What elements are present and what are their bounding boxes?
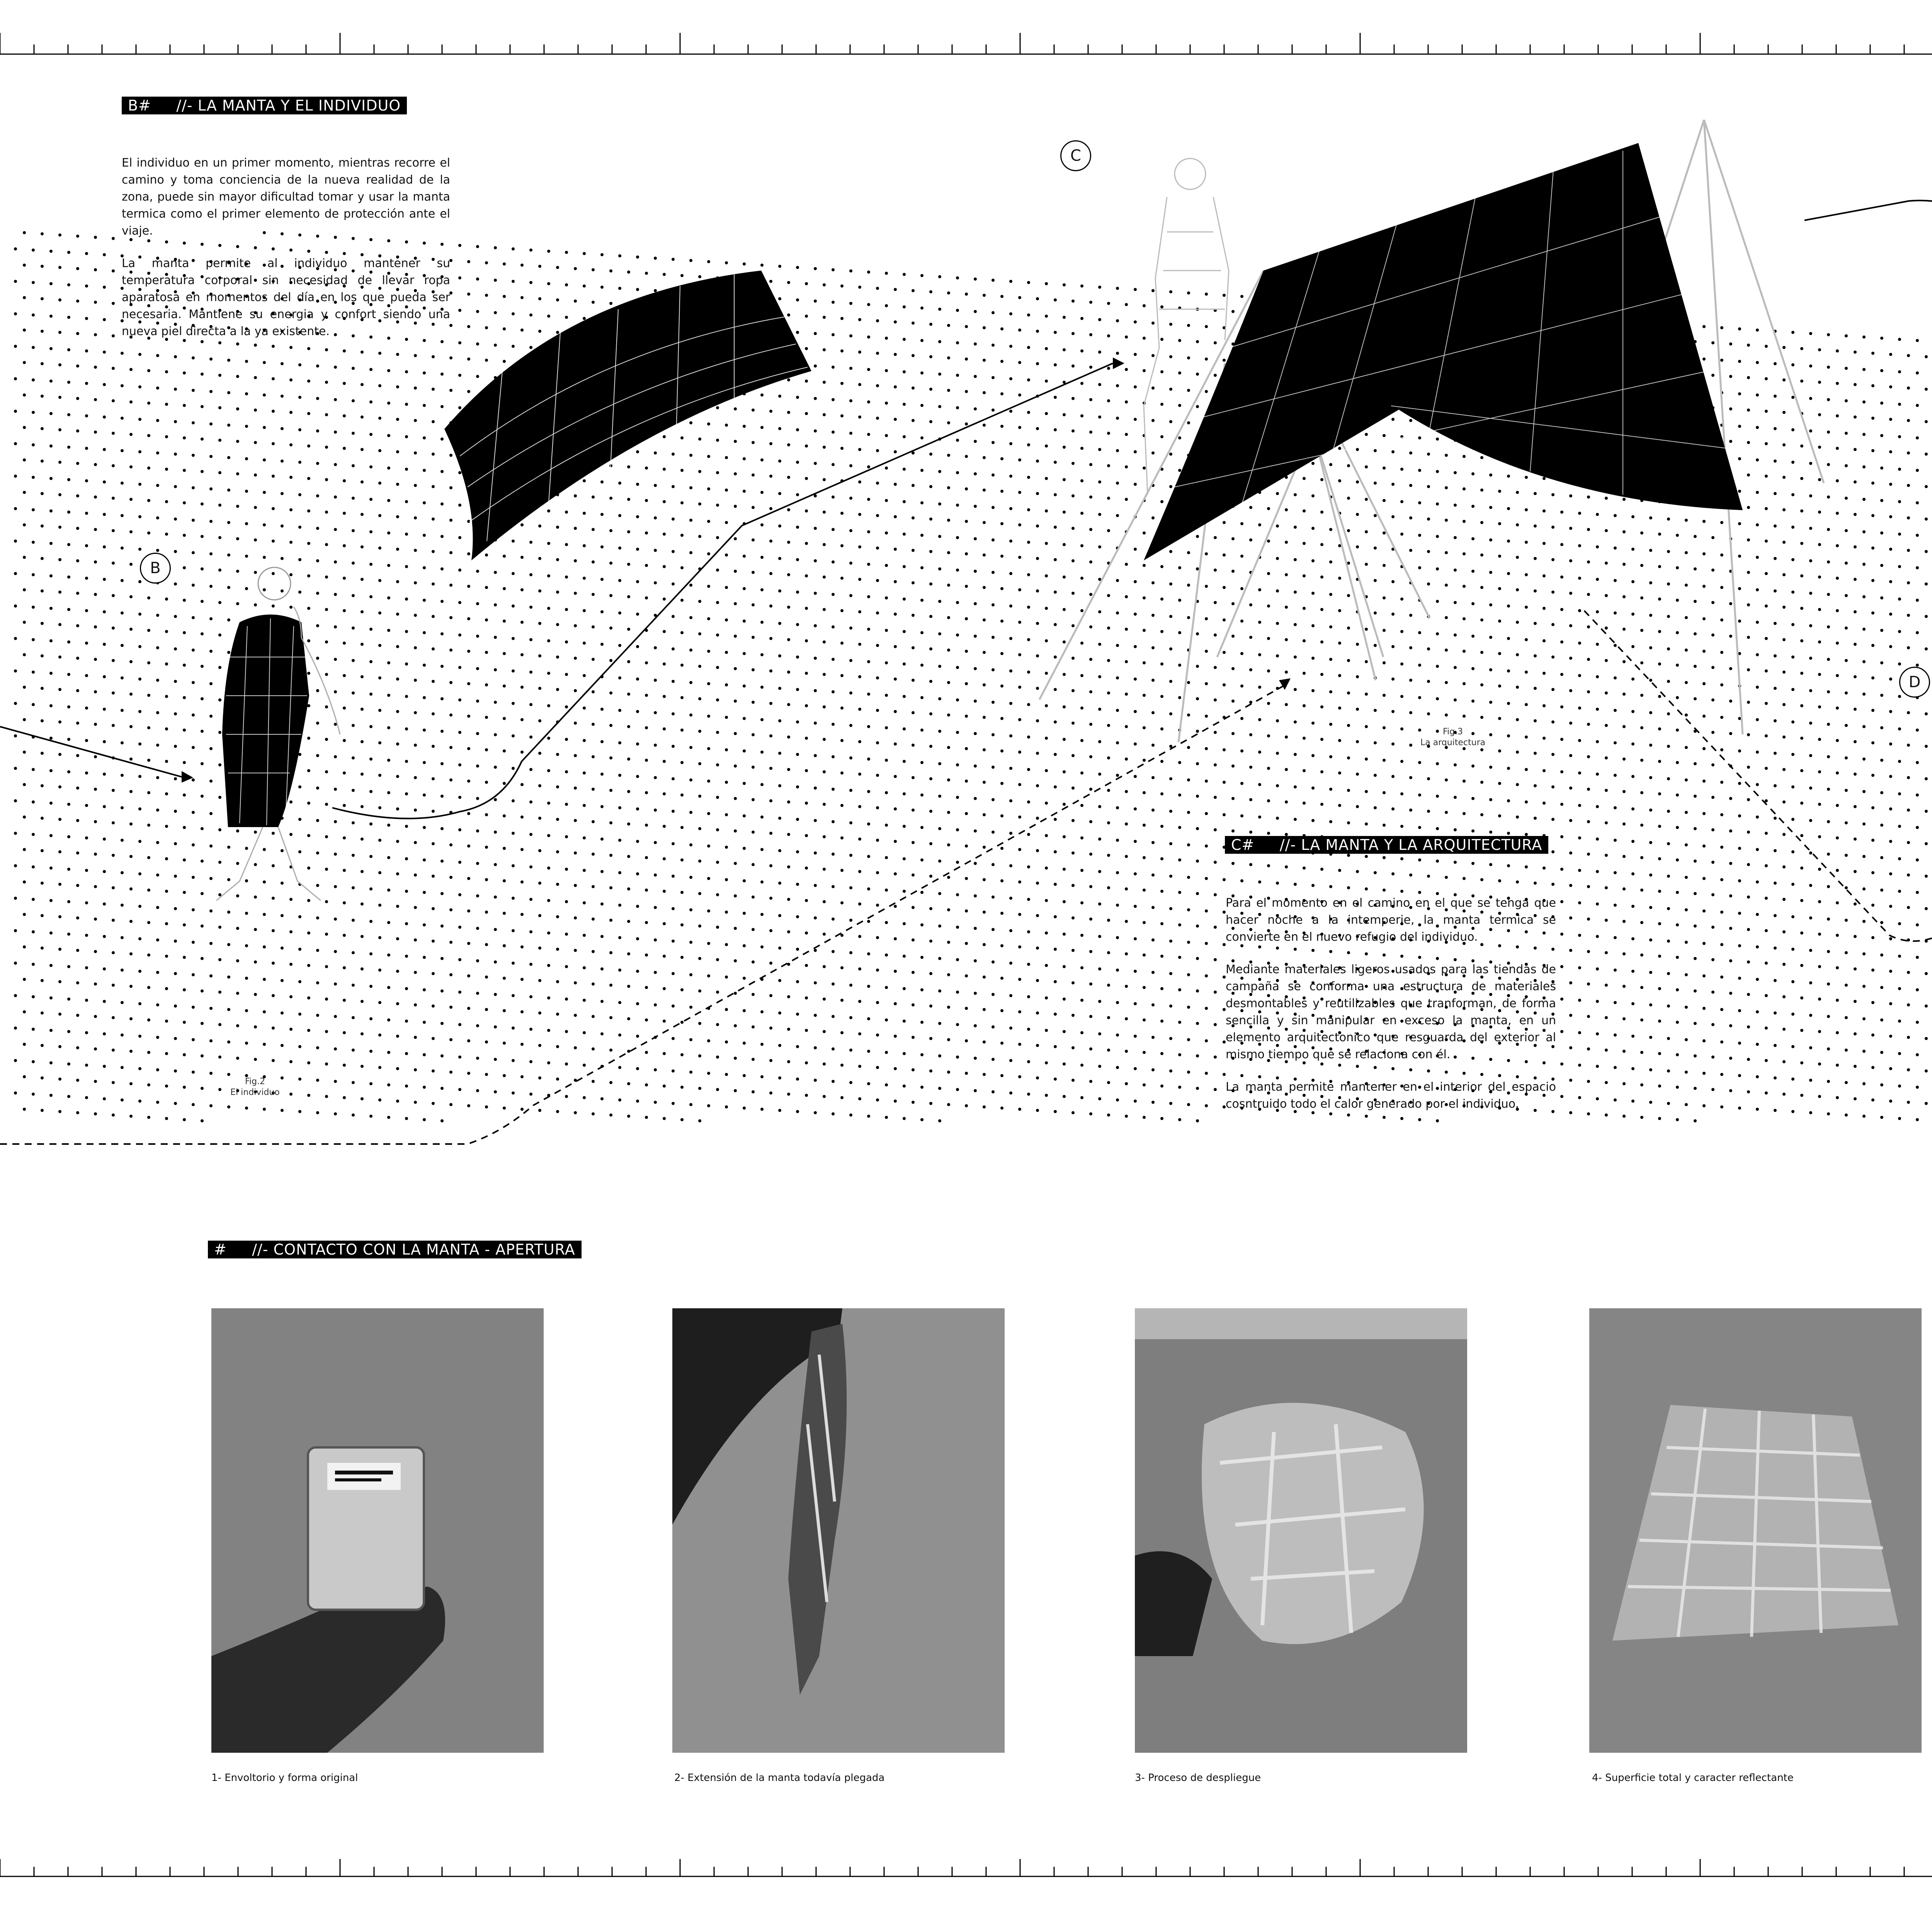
tent-structure-drawing (1039, 120, 1824, 742)
section-c-label: C# //- LA MANTA Y LA ARQUITECTURA (1225, 836, 1548, 854)
section-c-text (1226, 895, 1556, 1128)
photo-caption-4: 4- Superficie total y caracter reflectante (1592, 1772, 1794, 1784)
fig-2-caption (216, 1076, 294, 1098)
marker-c: C (1060, 140, 1091, 171)
floating-blanket-drawing (444, 271, 811, 560)
photo-extension (672, 1308, 1005, 1753)
section-b-paragraph: El individuo en un primer momento, mientras recorre el camino y toma conciencia de la nueva realidad de la zona, puede sin mayor dificultad tomar y usar la manta termica como el primer elemento de protección ante el viaje. (122, 156, 450, 238)
fig-3-title: La arquitectura (1420, 738, 1486, 747)
individual-figure-drawing (216, 567, 340, 901)
section-c-paragraph: Mediante materiales ligeros usados para las tiendas de campaña se conforma una estructura de materiales desmontables y reutilizables que tranforman, de forma sencilla y sin manipular en exceso la manta, en un elemento arquitectonico que resguarda del exterior al mismo tiempo que se relaciona con él. (1226, 963, 1556, 1061)
section-c-paragraph: La manta permite mantener en el interior del espacio cosntruido todo el calor generado por el individuo. (1226, 1080, 1556, 1111)
flow-path-c-d (1804, 201, 1932, 680)
marker-b: B (140, 553, 171, 584)
photo-caption-1: 1- Envoltorio y forma original (211, 1772, 358, 1784)
section-b-label: B# //- LA MANTA Y EL INDIVIDUO (122, 97, 407, 114)
fig-2-number: Fig.2 (245, 1077, 265, 1086)
photo-caption-3: 3- Proceso de despliegue (1135, 1772, 1261, 1784)
section-b-text (122, 155, 450, 356)
photo-surface (1589, 1308, 1922, 1753)
contact-section-label: # //- CONTACTO CON LA MANTA - APERTURA (208, 1241, 582, 1258)
section-b-paragraph: La manta permite al individuo mantener su temperatura corporal sin necesidad de llevar ropa aparatosa en momentos del día en los que pueda ser necesaria. Mantiene su energia y confort siendo una nueva piel directa a la ya existente. (122, 257, 450, 338)
fig-2-title: El individuo (230, 1088, 280, 1097)
photo-wrapper-unfolding (1135, 1308, 1467, 1753)
section-c-paragraph: Para el momento en el camino en el que se tenga que hacer noche a la intemperie, la manta termica se convierte en el nuevo refugio del individuo. (1226, 896, 1556, 944)
photo-wrapper-package (211, 1308, 544, 1753)
photo-wrapper-surface (1589, 1308, 1922, 1753)
photo-package (211, 1308, 544, 1753)
photo-unfolding (1135, 1308, 1467, 1753)
dashed-path-low (0, 684, 1287, 1144)
fig-3-number: Fig.3 (1442, 727, 1463, 737)
marker-d: D (1899, 667, 1930, 698)
photo-wrapper-extension (672, 1308, 1005, 1753)
dashed-path-mid (1584, 611, 1932, 941)
fig-3-caption (1414, 727, 1492, 748)
photo-caption-2: 2- Extensión de la manta todavía plegada (674, 1772, 885, 1784)
